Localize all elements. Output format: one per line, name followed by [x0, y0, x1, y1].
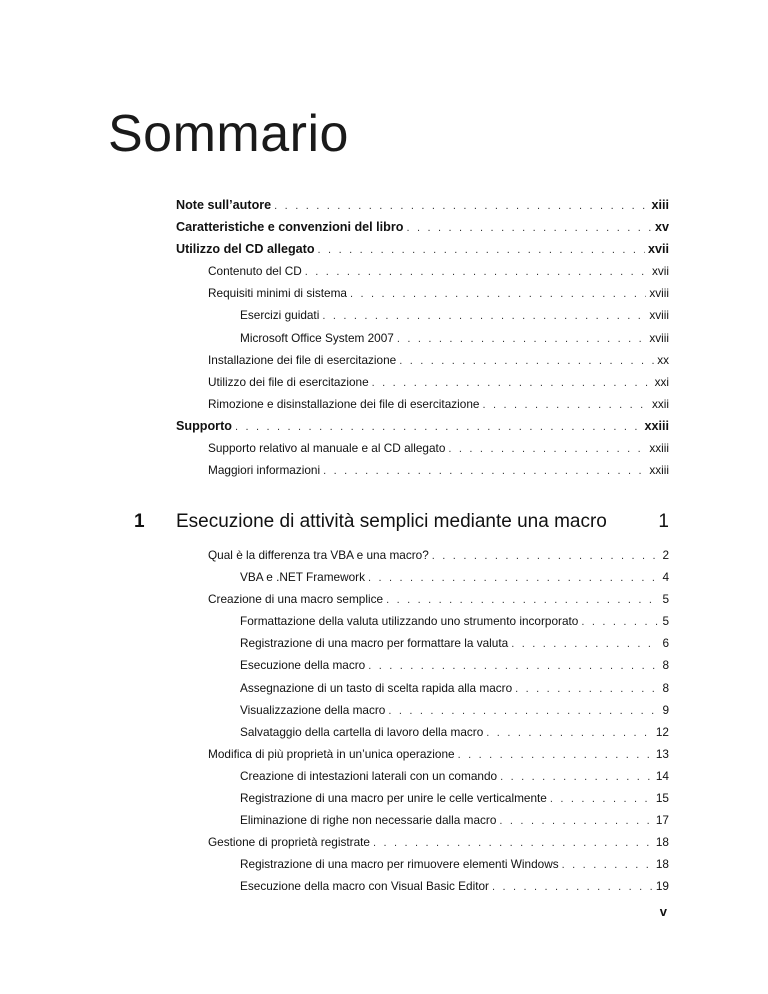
dot-leader	[581, 611, 659, 633]
toc-entry-title: Creazione di intestazioni laterali con un comando	[240, 765, 500, 787]
toc-entry-title: Visualizzazione della macro	[240, 699, 388, 721]
toc-entry[interactable]	[176, 853, 669, 875]
toc-entry-page: 4	[659, 566, 669, 588]
toc-entry-page: 17	[653, 809, 669, 831]
dot-leader	[500, 766, 653, 788]
dot-leader	[397, 328, 646, 350]
toc-entry[interactable]	[176, 831, 669, 853]
toc-entry-title: Esecuzione della macro	[240, 654, 368, 676]
toc-entry-title: Registrazione di una macro per formattare la valuta	[240, 632, 511, 654]
toc-entry-title: Requisiti minimi di sistema	[208, 282, 350, 304]
toc-entry-page: 8	[659, 654, 669, 676]
toc-entry-title: Esecuzione della macro con Visual Basic Editor	[240, 875, 492, 897]
toc-entry-title: Formattazione della valuta utilizzando uno strumento incorporato	[240, 610, 581, 632]
dot-leader	[550, 788, 653, 810]
toc-entry[interactable]	[176, 238, 669, 260]
toc-entry-page: xx	[654, 349, 669, 371]
toc-entry-page: xv	[652, 216, 669, 238]
toc-entry-page: 14	[653, 765, 669, 787]
toc-entry[interactable]	[176, 415, 669, 437]
toc-entry-page: xxiii	[641, 415, 669, 437]
toc-entry-page: 8	[659, 677, 669, 699]
dot-leader	[274, 195, 648, 217]
dot-leader	[323, 460, 646, 482]
toc-entry[interactable]	[176, 566, 669, 588]
toc-entry[interactable]	[176, 371, 669, 393]
toc-entry-page: xviii	[646, 282, 669, 304]
page-folio: v	[659, 904, 667, 919]
toc-entry[interactable]	[176, 677, 669, 699]
toc-entry-page: 6	[659, 632, 669, 654]
dot-leader	[235, 416, 642, 438]
toc-entry-title: Microsoft Office System 2007	[240, 327, 397, 349]
dot-leader	[458, 744, 653, 766]
chapter-number: 1	[134, 511, 145, 532]
toc-entry[interactable]	[176, 654, 669, 676]
toc-entry-page: xxiii	[646, 459, 669, 481]
toc-entry-title: Caratteristiche e convenzioni del libro	[176, 216, 406, 238]
page-title: Sommario	[108, 105, 349, 163]
toc-entry-title: Assegnazione di un tasto di scelta rapida alla macro	[240, 677, 515, 699]
toc-entry-page: xviii	[646, 327, 669, 349]
dot-leader	[448, 438, 646, 460]
dot-leader	[406, 217, 652, 239]
toc-entry-title: Gestione di proprietà registrate	[208, 831, 373, 853]
dot-leader	[515, 678, 659, 700]
toc-entry-title: Supporto relativo al manuale e al CD allegato	[208, 437, 448, 459]
toc-entry[interactable]	[176, 632, 669, 654]
toc-entry[interactable]	[176, 699, 669, 721]
toc-entry-title: Contenuto del CD	[208, 260, 305, 282]
toc-entry-title: Creazione di una macro semplice	[208, 588, 386, 610]
toc-entry[interactable]	[176, 743, 669, 765]
toc-entry-page: 2	[659, 544, 669, 566]
toc-entry[interactable]	[176, 282, 669, 304]
toc-entry-title: Supporto	[176, 415, 235, 437]
toc-entry[interactable]	[176, 393, 669, 415]
toc-entry-title: Eliminazione di righe non necessarie dalla macro	[240, 809, 499, 831]
dot-leader	[499, 810, 652, 832]
toc-entry[interactable]	[176, 544, 669, 566]
dot-leader	[482, 394, 648, 416]
toc-entry-page: 18	[653, 831, 669, 853]
toc-entry-page: xvii	[645, 238, 669, 260]
dot-leader	[305, 261, 649, 283]
toc-entry[interactable]	[176, 260, 669, 282]
toc-entry-page: 15	[653, 787, 669, 809]
toc-entry[interactable]	[176, 327, 669, 349]
toc-entry[interactable]	[176, 216, 669, 238]
toc-entry-page: 19	[653, 875, 669, 897]
toc-entry[interactable]	[176, 437, 669, 459]
toc-entry[interactable]	[176, 875, 669, 897]
dot-leader	[486, 722, 653, 744]
toc-entry-page: xviii	[646, 304, 669, 326]
toc-entry-title: Installazione dei file di esercitazione	[208, 349, 399, 371]
toc-entry-page: 5	[659, 588, 669, 610]
dot-leader	[322, 305, 646, 327]
toc-entry-page: 5	[659, 610, 669, 632]
front-matter-toc	[176, 194, 669, 481]
toc-entry-page: xvii	[649, 260, 669, 282]
dot-leader	[492, 876, 653, 898]
toc-entry-title: Qual è la differenza tra VBA e una macro?	[208, 544, 432, 566]
toc-entry[interactable]	[176, 765, 669, 787]
toc-entry-page: 13	[653, 743, 669, 765]
toc-entry[interactable]	[176, 721, 669, 743]
toc-entry[interactable]	[176, 787, 669, 809]
dot-leader	[318, 239, 645, 261]
toc-entry-page: xxi	[652, 371, 669, 393]
toc-entry-page: xxii	[649, 393, 669, 415]
chapter-page: 1	[658, 511, 669, 532]
toc-entry-title: Rimozione e disinstallazione dei file di esercitazione	[208, 393, 482, 415]
toc-entry[interactable]	[176, 194, 669, 216]
chapter-toc	[176, 544, 669, 898]
chapter-heading	[0, 502, 768, 542]
toc-entry-title: Modifica di più proprietà in un’unica operazione	[208, 743, 458, 765]
toc-entry-title: Note sull’autore	[176, 194, 274, 216]
dot-leader	[386, 589, 659, 611]
toc-entry-title: Maggiori informazioni	[208, 459, 323, 481]
dot-leader	[368, 655, 659, 677]
dot-leader	[432, 545, 660, 567]
toc-entry-title: Salvataggio della cartella di lavoro della macro	[240, 721, 486, 743]
dot-leader	[562, 854, 653, 876]
toc-entry-page: xiii	[648, 194, 669, 216]
toc-entry[interactable]	[176, 610, 669, 632]
toc-entry-title: Esercizi guidati	[240, 304, 322, 326]
toc-entry[interactable]	[176, 588, 669, 610]
toc-entry-title: Utilizzo dei file di esercitazione	[208, 371, 372, 393]
toc-entry-title: Registrazione di una macro per rimuovere elementi Windows	[240, 853, 562, 875]
dot-leader	[373, 832, 653, 854]
dot-leader	[372, 372, 652, 394]
dot-leader	[511, 633, 659, 655]
toc-entry[interactable]	[176, 459, 669, 481]
dot-leader	[350, 283, 646, 305]
dot-leader	[388, 700, 659, 722]
toc-entry-page: 12	[653, 721, 669, 743]
toc-entry[interactable]	[176, 349, 669, 371]
toc-entry-title: Utilizzo del CD allegato	[176, 238, 318, 260]
toc-entry[interactable]	[176, 304, 669, 326]
toc-entry-page: xxiii	[646, 437, 669, 459]
toc-entry-title: Registrazione di una macro per unire le celle verticalmente	[240, 787, 550, 809]
chapter-title: Esecuzione di attività semplici mediante una macro	[176, 511, 607, 532]
dot-leader	[368, 567, 659, 589]
dot-leader	[399, 350, 654, 372]
toc-entry[interactable]	[176, 809, 669, 831]
toc-entry-page: 9	[659, 699, 669, 721]
toc-entry-title: VBA e .NET Framework	[240, 566, 368, 588]
toc-entry-page: 18	[653, 853, 669, 875]
